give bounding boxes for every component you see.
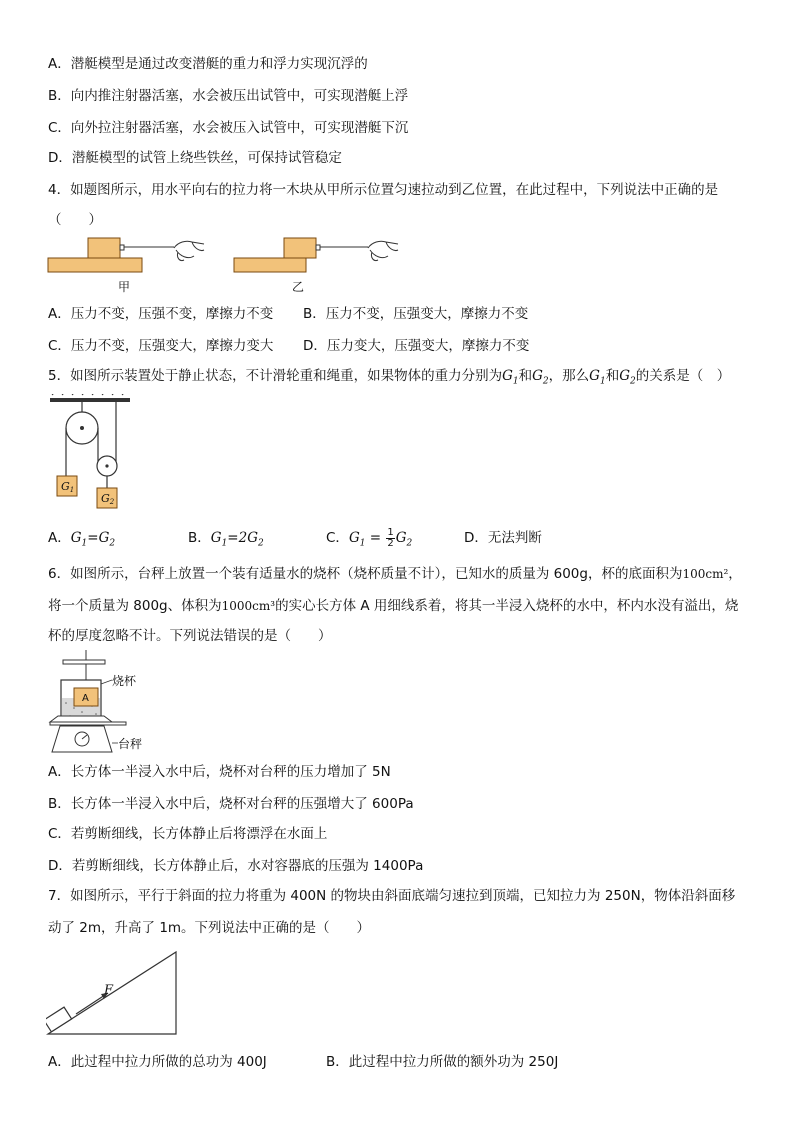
q5-fraction: $\frac{1}{2}$ xyxy=(387,526,394,549)
q6-line1: 6．如图所示，台秤上放置一个装有适量水的烧杯（烧杯质量不计），已知水的质量为 600g，杯的底面积为100cm²， xyxy=(48,566,742,582)
q4-stem-line1: 4．如题图所示，用水平向右的拉力将一木块从甲所示位置匀速拉动到乙位置，在此过程中，下列说法中正确的是 xyxy=(48,182,719,198)
q7-force-label: F xyxy=(104,983,114,998)
q7-line2: 动了 2m，升高了 1m。下列说法中正确的是（ ） xyxy=(48,920,371,936)
q5-option-d: D．无法判断 xyxy=(464,530,542,546)
q7-incline-figure xyxy=(46,950,182,1040)
q4-option-a: A．压力不变，压强不变，摩擦力不变 xyxy=(48,306,274,322)
q6-block-a-label: A xyxy=(82,693,89,704)
q4-right-board xyxy=(234,258,306,272)
q4-label-yi: 乙 xyxy=(292,280,305,294)
q5-pulley-figure xyxy=(46,394,136,516)
q4-label-jia: 甲 xyxy=(118,280,131,294)
q4-option-b: B．压力不变，压强变大，摩擦力不变 xyxy=(303,306,529,322)
q6-line3: 杯的厚度忽略不计。下列说法错误的是（ ） xyxy=(48,628,332,644)
q4-left-block xyxy=(88,238,120,258)
q5-fig-g1-label: G1 xyxy=(61,480,75,494)
q6-option-b: B．长方体一半浸入水中后，烧杯对台秤的压强增大了 600Pa xyxy=(48,796,414,812)
q6-option-c: C．若剪断细线，长方体静止后将漂浮在水面上 xyxy=(48,826,328,842)
q3-option-a: A．潜艇模型是通过改变潜艇的重力和浮力实现沉浮的 xyxy=(48,56,368,72)
q4-option-d: D．压力变大，压强变大，摩擦力不变 xyxy=(303,338,530,354)
q7-option-b: B．此过程中拉力所做的额外功为 250J xyxy=(326,1054,559,1070)
q4-left-hand-icon xyxy=(174,241,204,260)
q4-stem-line2: （ ） xyxy=(48,212,102,228)
q4-option-c: C．压力不变，压强变大，摩擦力变大 xyxy=(48,338,274,354)
q4-right-hand-icon xyxy=(368,241,398,260)
q3-option-b: B．向内推注射器活塞，水会被压出试管中，可实现潜艇上浮 xyxy=(48,88,409,104)
q5-option-b: B．$G_1=2G_2$ xyxy=(188,530,264,549)
q5-option-a: A．$G_1=G_2$ xyxy=(48,530,116,549)
q5-stem: 5．如图所示装置处于静止状态，不计滑轮重和绳重，如果物体的重力分别为$G_1$和$G_2$，那么$G_1$和$G_2$的关系是（ ） xyxy=(48,368,731,387)
q6-option-d: D．若剪断细线，长方体静止后，水对容器底的压强为 1400Pa xyxy=(48,858,424,874)
q6-label-scale: 台秤 xyxy=(118,737,143,751)
q5-fig-g2-label: G2 xyxy=(101,492,115,506)
q3-option-d: D．潜艇模型的试管上绕些铁丝，可保持试管稳定 xyxy=(48,150,342,166)
q6-line2: 将一个质量为 800g、体积为1000cm³的实心长方体 A 用细线系着，将其一半浸入烧杯的水中，杯内水没有溢出，烧 xyxy=(48,598,739,614)
q7-option-a: A．此过程中拉力所做的总功为 400J xyxy=(48,1054,267,1070)
q4-right-block xyxy=(284,238,316,258)
q6-scale-tray xyxy=(50,716,112,722)
q4-figure xyxy=(46,234,416,296)
q4-left-board xyxy=(48,258,142,272)
q6-label-beaker: 烧杯 xyxy=(112,674,137,688)
q5-option-c: C．$G_1$ = $\frac{1}{2}$ $G_2$ xyxy=(326,526,413,549)
q6-option-a: A．长方体一半浸入水中后，烧杯对台秤的压力增加了 5N xyxy=(48,764,391,780)
q7-line1: 7．如图所示，平行于斜面的拉力将重为 400N 的物块由斜面底端匀速拉到顶端，已知拉力为 250N，物体沿斜面移 xyxy=(48,888,736,904)
q3-option-c: C．向外拉注射器活塞，水会被压入试管中，可实现潜艇下沉 xyxy=(48,120,409,136)
